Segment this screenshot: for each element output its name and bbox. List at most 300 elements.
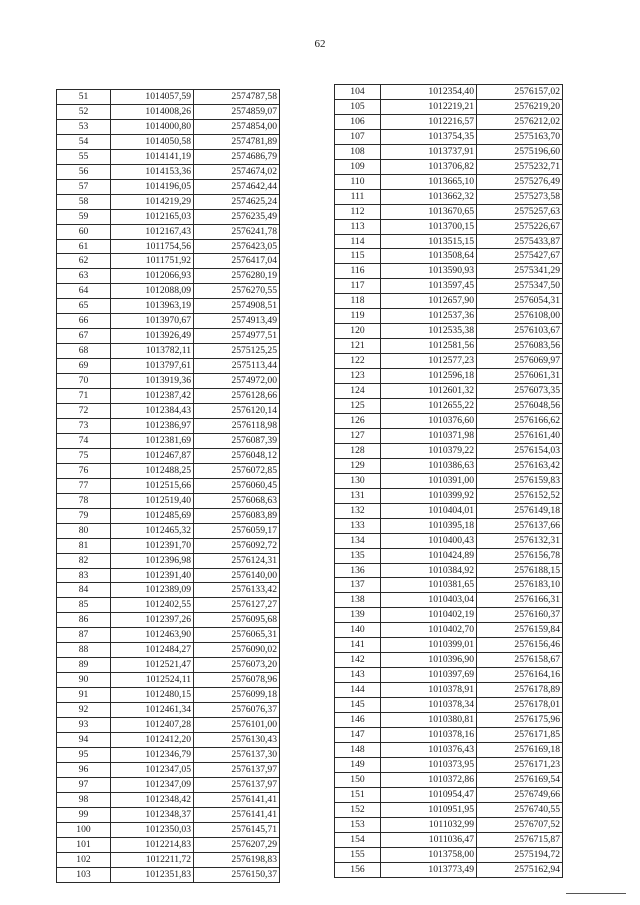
point-number-cell: 98 [57, 792, 111, 807]
table-row [57, 792, 280, 807]
point-number-cell: 97 [57, 777, 111, 792]
y-coordinate-cell: 2576060,45 [194, 478, 280, 493]
y-coordinate-cell: 2574913,49 [194, 314, 280, 329]
table-row [57, 149, 280, 164]
point-number-cell: 99 [57, 807, 111, 822]
table-row [57, 822, 280, 837]
y-coordinate-cell: 2576270,55 [194, 284, 280, 299]
y-coordinate-cell: 2576054,31 [477, 294, 563, 309]
point-number-cell: 125 [335, 399, 381, 414]
table-row [57, 374, 280, 389]
table-row [57, 239, 280, 254]
point-number-cell: 74 [57, 433, 111, 448]
y-coordinate-cell: 2574787,58 [194, 90, 280, 105]
table-row [57, 329, 280, 344]
y-coordinate-cell: 2576417,04 [194, 254, 280, 269]
point-number-cell: 113 [335, 219, 381, 234]
y-coordinate-cell: 2576128,66 [194, 389, 280, 404]
x-coordinate-cell: 1010378,16 [381, 727, 477, 742]
table-row [335, 339, 563, 354]
table-row [335, 802, 563, 817]
x-coordinate-cell: 1012397,26 [111, 613, 194, 628]
x-coordinate-cell: 1013797,61 [111, 359, 194, 374]
x-coordinate-cell: 1012167,43 [111, 224, 194, 239]
y-coordinate-cell: 2575347,50 [477, 279, 563, 294]
y-coordinate-cell: 2576137,97 [194, 762, 280, 777]
point-number-cell: 155 [335, 847, 381, 862]
y-coordinate-cell: 2576740,55 [477, 802, 563, 817]
x-coordinate-cell: 1012351,83 [111, 867, 194, 882]
x-coordinate-cell: 1012402,55 [111, 598, 194, 613]
y-coordinate-cell: 2576423,05 [194, 239, 280, 254]
x-coordinate-cell: 1013773,49 [381, 862, 477, 877]
y-coordinate-cell: 2576166,31 [477, 593, 563, 608]
point-number-cell: 126 [335, 413, 381, 428]
y-coordinate-cell: 2575196,60 [477, 144, 563, 159]
x-coordinate-cell: 1010397,69 [381, 668, 477, 683]
y-coordinate-cell: 2576101,00 [194, 718, 280, 733]
point-number-cell: 110 [335, 174, 381, 189]
y-coordinate-cell: 2576188,15 [477, 563, 563, 578]
point-number-cell: 96 [57, 762, 111, 777]
point-number-cell: 61 [57, 239, 111, 254]
x-coordinate-cell: 1014050,58 [111, 134, 194, 149]
point-number-cell: 116 [335, 264, 381, 279]
point-number-cell: 109 [335, 159, 381, 174]
y-coordinate-cell: 2576178,01 [477, 698, 563, 713]
point-number-cell: 89 [57, 658, 111, 673]
table-row [335, 847, 563, 862]
y-coordinate-cell: 2576137,66 [477, 518, 563, 533]
point-number-cell: 91 [57, 688, 111, 703]
table-row [57, 194, 280, 209]
table-row [335, 174, 563, 189]
point-number-cell: 127 [335, 428, 381, 443]
point-number-cell: 119 [335, 309, 381, 324]
table-row [335, 114, 563, 129]
point-number-cell: 88 [57, 643, 111, 658]
x-coordinate-cell: 1010378,91 [381, 683, 477, 698]
point-number-cell: 105 [335, 99, 381, 114]
y-coordinate-cell: 2576090,02 [194, 643, 280, 658]
point-number-cell: 86 [57, 613, 111, 628]
table-row [57, 179, 280, 194]
table-row [335, 563, 563, 578]
y-coordinate-cell: 2576175,96 [477, 713, 563, 728]
table-row [335, 488, 563, 503]
point-number-cell: 83 [57, 568, 111, 583]
point-number-cell: 147 [335, 727, 381, 742]
x-coordinate-cell: 1012537,36 [381, 309, 477, 324]
point-number-cell: 55 [57, 149, 111, 164]
y-coordinate-cell: 2576069,97 [477, 354, 563, 369]
point-number-cell: 87 [57, 628, 111, 643]
point-number-cell: 94 [57, 732, 111, 747]
table-row [335, 742, 563, 757]
x-coordinate-cell: 1013665,10 [381, 174, 477, 189]
table-row [335, 787, 563, 802]
y-coordinate-cell: 2575427,67 [477, 249, 563, 264]
x-coordinate-cell: 1012389,09 [111, 583, 194, 598]
y-coordinate-cell: 2576212,02 [477, 114, 563, 129]
x-coordinate-cell: 1010399,92 [381, 488, 477, 503]
point-number-cell: 53 [57, 119, 111, 134]
table-row [57, 90, 280, 105]
y-coordinate-cell: 2576073,20 [194, 658, 280, 673]
point-number-cell: 124 [335, 384, 381, 399]
point-number-cell: 149 [335, 757, 381, 772]
y-coordinate-cell: 2576159,83 [477, 473, 563, 488]
x-coordinate-cell: 1010378,34 [381, 698, 477, 713]
point-number-cell: 120 [335, 324, 381, 339]
x-coordinate-cell: 1012485,69 [111, 508, 194, 523]
point-number-cell: 84 [57, 583, 111, 598]
y-coordinate-cell: 2574908,51 [194, 299, 280, 314]
y-coordinate-cell: 2574625,24 [194, 194, 280, 209]
x-coordinate-cell: 1010951,95 [381, 802, 477, 817]
table-row [335, 384, 563, 399]
point-number-cell: 90 [57, 673, 111, 688]
y-coordinate-cell: 2576095,68 [194, 613, 280, 628]
point-number-cell: 144 [335, 683, 381, 698]
table-row [57, 269, 280, 284]
y-coordinate-cell: 2576120,14 [194, 404, 280, 419]
x-coordinate-cell: 1012066,93 [111, 269, 194, 284]
x-coordinate-cell: 1012387,42 [111, 389, 194, 404]
x-coordinate-cell: 1012524,11 [111, 673, 194, 688]
table-row [335, 354, 563, 369]
x-coordinate-cell: 1012219,21 [381, 99, 477, 114]
point-number-cell: 62 [57, 254, 111, 269]
table-row [57, 583, 280, 598]
x-coordinate-cell: 1012601,32 [381, 384, 477, 399]
table-row [335, 443, 563, 458]
x-coordinate-cell: 1014153,36 [111, 164, 194, 179]
point-number-cell: 133 [335, 518, 381, 533]
x-coordinate-cell: 1012465,32 [111, 523, 194, 538]
y-coordinate-cell: 2576171,23 [477, 757, 563, 772]
table-row [335, 99, 563, 114]
x-coordinate-cell: 1012396,98 [111, 553, 194, 568]
x-coordinate-cell: 1012412,20 [111, 732, 194, 747]
table-row [335, 219, 563, 234]
y-coordinate-cell: 2575257,63 [477, 204, 563, 219]
point-number-cell: 136 [335, 563, 381, 578]
coordinate-table-right [334, 84, 563, 878]
y-coordinate-cell: 2576065,31 [194, 628, 280, 643]
y-coordinate-cell: 2576068,63 [194, 493, 280, 508]
table-row [57, 433, 280, 448]
point-number-cell: 75 [57, 448, 111, 463]
table-row [57, 448, 280, 463]
point-number-cell: 67 [57, 329, 111, 344]
y-coordinate-cell: 2576183,10 [477, 578, 563, 593]
y-coordinate-cell: 2576076,37 [194, 703, 280, 718]
x-coordinate-cell: 1014196,05 [111, 179, 194, 194]
point-number-cell: 72 [57, 404, 111, 419]
page-number: 62 [314, 38, 326, 50]
y-coordinate-cell: 2574781,89 [194, 134, 280, 149]
table-row [335, 638, 563, 653]
y-coordinate-cell: 2576171,85 [477, 727, 563, 742]
table-row [57, 164, 280, 179]
y-coordinate-cell: 2576092,72 [194, 538, 280, 553]
table-row [335, 309, 563, 324]
x-coordinate-cell: 1012655,22 [381, 399, 477, 414]
table-row [57, 777, 280, 792]
y-coordinate-cell: 2576152,52 [477, 488, 563, 503]
table-row [57, 344, 280, 359]
x-coordinate-cell: 1013706,82 [381, 159, 477, 174]
y-coordinate-cell: 2575341,29 [477, 264, 563, 279]
y-coordinate-cell: 2574686,79 [194, 149, 280, 164]
point-number-cell: 65 [57, 299, 111, 314]
y-coordinate-cell: 2575162,94 [477, 862, 563, 877]
y-coordinate-cell: 2576083,89 [194, 508, 280, 523]
point-number-cell: 150 [335, 772, 381, 787]
table-row [57, 703, 280, 718]
point-number-cell: 108 [335, 144, 381, 159]
table-row [57, 493, 280, 508]
table-row [335, 294, 563, 309]
table-row [335, 578, 563, 593]
table-row [335, 234, 563, 249]
x-coordinate-cell: 1013737,91 [381, 144, 477, 159]
x-coordinate-cell: 1012596,18 [381, 369, 477, 384]
x-coordinate-cell: 1010424,89 [381, 548, 477, 563]
table-row [335, 772, 563, 787]
table-row [57, 463, 280, 478]
x-coordinate-cell: 1010371,98 [381, 428, 477, 443]
table-row [335, 129, 563, 144]
table-row [335, 189, 563, 204]
point-number-cell: 66 [57, 314, 111, 329]
table-row [57, 732, 280, 747]
x-coordinate-cell: 1010402,70 [381, 623, 477, 638]
x-coordinate-cell: 1013662,32 [381, 189, 477, 204]
table-row [57, 538, 280, 553]
x-coordinate-cell: 1012347,05 [111, 762, 194, 777]
point-number-cell: 146 [335, 713, 381, 728]
table-row [335, 413, 563, 428]
y-coordinate-cell: 2576087,39 [194, 433, 280, 448]
y-coordinate-cell: 2576099,18 [194, 688, 280, 703]
x-coordinate-cell: 1013963,19 [111, 299, 194, 314]
y-coordinate-cell: 2576059,17 [194, 523, 280, 538]
point-number-cell: 51 [57, 90, 111, 105]
x-coordinate-cell: 1012088,09 [111, 284, 194, 299]
y-coordinate-cell: 2576169,18 [477, 742, 563, 757]
table-row [335, 144, 563, 159]
point-number-cell: 95 [57, 747, 111, 762]
x-coordinate-cell: 1010404,01 [381, 503, 477, 518]
x-coordinate-cell: 1012484,27 [111, 643, 194, 658]
y-coordinate-cell: 2576707,52 [477, 817, 563, 832]
table-row [57, 254, 280, 269]
x-coordinate-cell: 1010376,60 [381, 413, 477, 428]
table-row [335, 204, 563, 219]
point-number-cell: 106 [335, 114, 381, 129]
x-coordinate-cell: 1014219,29 [111, 194, 194, 209]
x-coordinate-cell: 1011036,47 [381, 832, 477, 847]
y-coordinate-cell: 2576127,27 [194, 598, 280, 613]
point-number-cell: 130 [335, 473, 381, 488]
table-row [57, 553, 280, 568]
x-coordinate-cell: 1012577,23 [381, 354, 477, 369]
x-coordinate-cell: 1010379,22 [381, 443, 477, 458]
y-coordinate-cell: 2576164,16 [477, 668, 563, 683]
y-coordinate-cell: 2576133,42 [194, 583, 280, 598]
y-coordinate-cell: 2576198,83 [194, 852, 280, 867]
x-coordinate-cell: 1010372,86 [381, 772, 477, 787]
table-row [335, 832, 563, 847]
x-coordinate-cell: 1013515,15 [381, 234, 477, 249]
table-row [335, 458, 563, 473]
x-coordinate-cell: 1012216,57 [381, 114, 477, 129]
table-row [57, 852, 280, 867]
y-coordinate-cell: 2576715,87 [477, 832, 563, 847]
table-row [57, 673, 280, 688]
point-number-cell: 68 [57, 344, 111, 359]
y-coordinate-cell: 2576124,31 [194, 553, 280, 568]
table-row [335, 159, 563, 174]
y-coordinate-cell: 2576166,62 [477, 413, 563, 428]
table-row [57, 867, 280, 882]
point-number-cell: 137 [335, 578, 381, 593]
table-row [335, 249, 563, 264]
x-coordinate-cell: 1010396,90 [381, 653, 477, 668]
x-coordinate-cell: 1013508,64 [381, 249, 477, 264]
y-coordinate-cell: 2576169,54 [477, 772, 563, 787]
y-coordinate-cell: 2574854,00 [194, 119, 280, 134]
point-number-cell: 141 [335, 638, 381, 653]
point-number-cell: 76 [57, 463, 111, 478]
table-row [57, 359, 280, 374]
x-coordinate-cell: 1013919,36 [111, 374, 194, 389]
point-number-cell: 59 [57, 209, 111, 224]
y-coordinate-cell: 2576137,30 [194, 747, 280, 762]
x-coordinate-cell: 1012461,34 [111, 703, 194, 718]
point-number-cell: 154 [335, 832, 381, 847]
y-coordinate-cell: 2576241,78 [194, 224, 280, 239]
y-coordinate-cell: 2575226,67 [477, 219, 563, 234]
x-coordinate-cell: 1010395,18 [381, 518, 477, 533]
x-coordinate-cell: 1014057,59 [111, 90, 194, 105]
point-number-cell: 103 [57, 867, 111, 882]
point-number-cell: 71 [57, 389, 111, 404]
y-coordinate-cell: 2576749,66 [477, 787, 563, 802]
y-coordinate-cell: 2576072,85 [194, 463, 280, 478]
point-number-cell: 156 [335, 862, 381, 877]
point-number-cell: 111 [335, 189, 381, 204]
point-number-cell: 140 [335, 623, 381, 638]
x-coordinate-cell: 1012214,83 [111, 837, 194, 852]
y-coordinate-cell: 2576157,02 [477, 85, 563, 100]
point-number-cell: 128 [335, 443, 381, 458]
point-number-cell: 117 [335, 279, 381, 294]
y-coordinate-cell: 2576078,96 [194, 673, 280, 688]
y-coordinate-cell: 2576061,31 [477, 369, 563, 384]
x-coordinate-cell: 1011751,92 [111, 254, 194, 269]
point-number-cell: 107 [335, 129, 381, 144]
point-number-cell: 79 [57, 508, 111, 523]
x-coordinate-cell: 1010381,65 [381, 578, 477, 593]
point-number-cell: 112 [335, 204, 381, 219]
table-row [335, 399, 563, 414]
table-row [57, 508, 280, 523]
x-coordinate-cell: 1010373,95 [381, 757, 477, 772]
x-coordinate-cell: 1012521,47 [111, 658, 194, 673]
point-number-cell: 52 [57, 104, 111, 119]
table-row [335, 713, 563, 728]
y-coordinate-cell: 2576141,41 [194, 807, 280, 822]
table-row [335, 428, 563, 443]
point-number-cell: 80 [57, 523, 111, 538]
x-coordinate-cell: 1012354,40 [381, 85, 477, 100]
x-coordinate-cell: 1010376,43 [381, 742, 477, 757]
x-coordinate-cell: 1012519,40 [111, 493, 194, 508]
coordinate-table-left [56, 89, 280, 883]
point-number-cell: 129 [335, 458, 381, 473]
y-coordinate-cell: 2576156,46 [477, 638, 563, 653]
y-coordinate-cell: 2576137,97 [194, 777, 280, 792]
table-row [335, 862, 563, 877]
y-coordinate-cell: 2576154,03 [477, 443, 563, 458]
table-row [57, 762, 280, 777]
x-coordinate-cell: 1012384,43 [111, 404, 194, 419]
table-row [57, 209, 280, 224]
x-coordinate-cell: 1012480,15 [111, 688, 194, 703]
x-coordinate-cell: 1010403,04 [381, 593, 477, 608]
point-number-cell: 132 [335, 503, 381, 518]
y-coordinate-cell: 2576145,71 [194, 822, 280, 837]
y-coordinate-cell: 2575276,49 [477, 174, 563, 189]
table-row [335, 264, 563, 279]
x-coordinate-cell: 1012463,90 [111, 628, 194, 643]
table-row [57, 134, 280, 149]
x-coordinate-cell: 1012348,37 [111, 807, 194, 822]
x-coordinate-cell: 1013700,15 [381, 219, 477, 234]
point-number-cell: 63 [57, 269, 111, 284]
y-coordinate-cell: 2576149,18 [477, 503, 563, 518]
x-coordinate-cell: 1010402,19 [381, 608, 477, 623]
x-coordinate-cell: 1014008,26 [111, 104, 194, 119]
y-coordinate-cell: 2576141,41 [194, 792, 280, 807]
point-number-cell: 142 [335, 653, 381, 668]
y-coordinate-cell: 2574674,02 [194, 164, 280, 179]
x-coordinate-cell: 1013670,65 [381, 204, 477, 219]
table-row [57, 598, 280, 613]
y-coordinate-cell: 2574642,44 [194, 179, 280, 194]
table-row [57, 718, 280, 733]
y-coordinate-cell: 2575273,58 [477, 189, 563, 204]
point-number-cell: 93 [57, 718, 111, 733]
x-coordinate-cell: 1012515,66 [111, 478, 194, 493]
x-coordinate-cell: 1012391,40 [111, 568, 194, 583]
point-number-cell: 101 [57, 837, 111, 852]
y-coordinate-cell: 2576158,67 [477, 653, 563, 668]
point-number-cell: 100 [57, 822, 111, 837]
point-number-cell: 104 [335, 85, 381, 100]
point-number-cell: 145 [335, 698, 381, 713]
point-number-cell: 81 [57, 538, 111, 553]
y-coordinate-cell: 2574972,00 [194, 374, 280, 389]
x-coordinate-cell: 1012581,56 [381, 339, 477, 354]
y-coordinate-cell: 2574859,07 [194, 104, 280, 119]
x-coordinate-cell: 1013926,49 [111, 329, 194, 344]
point-number-cell: 77 [57, 478, 111, 493]
x-coordinate-cell: 1010954,47 [381, 787, 477, 802]
